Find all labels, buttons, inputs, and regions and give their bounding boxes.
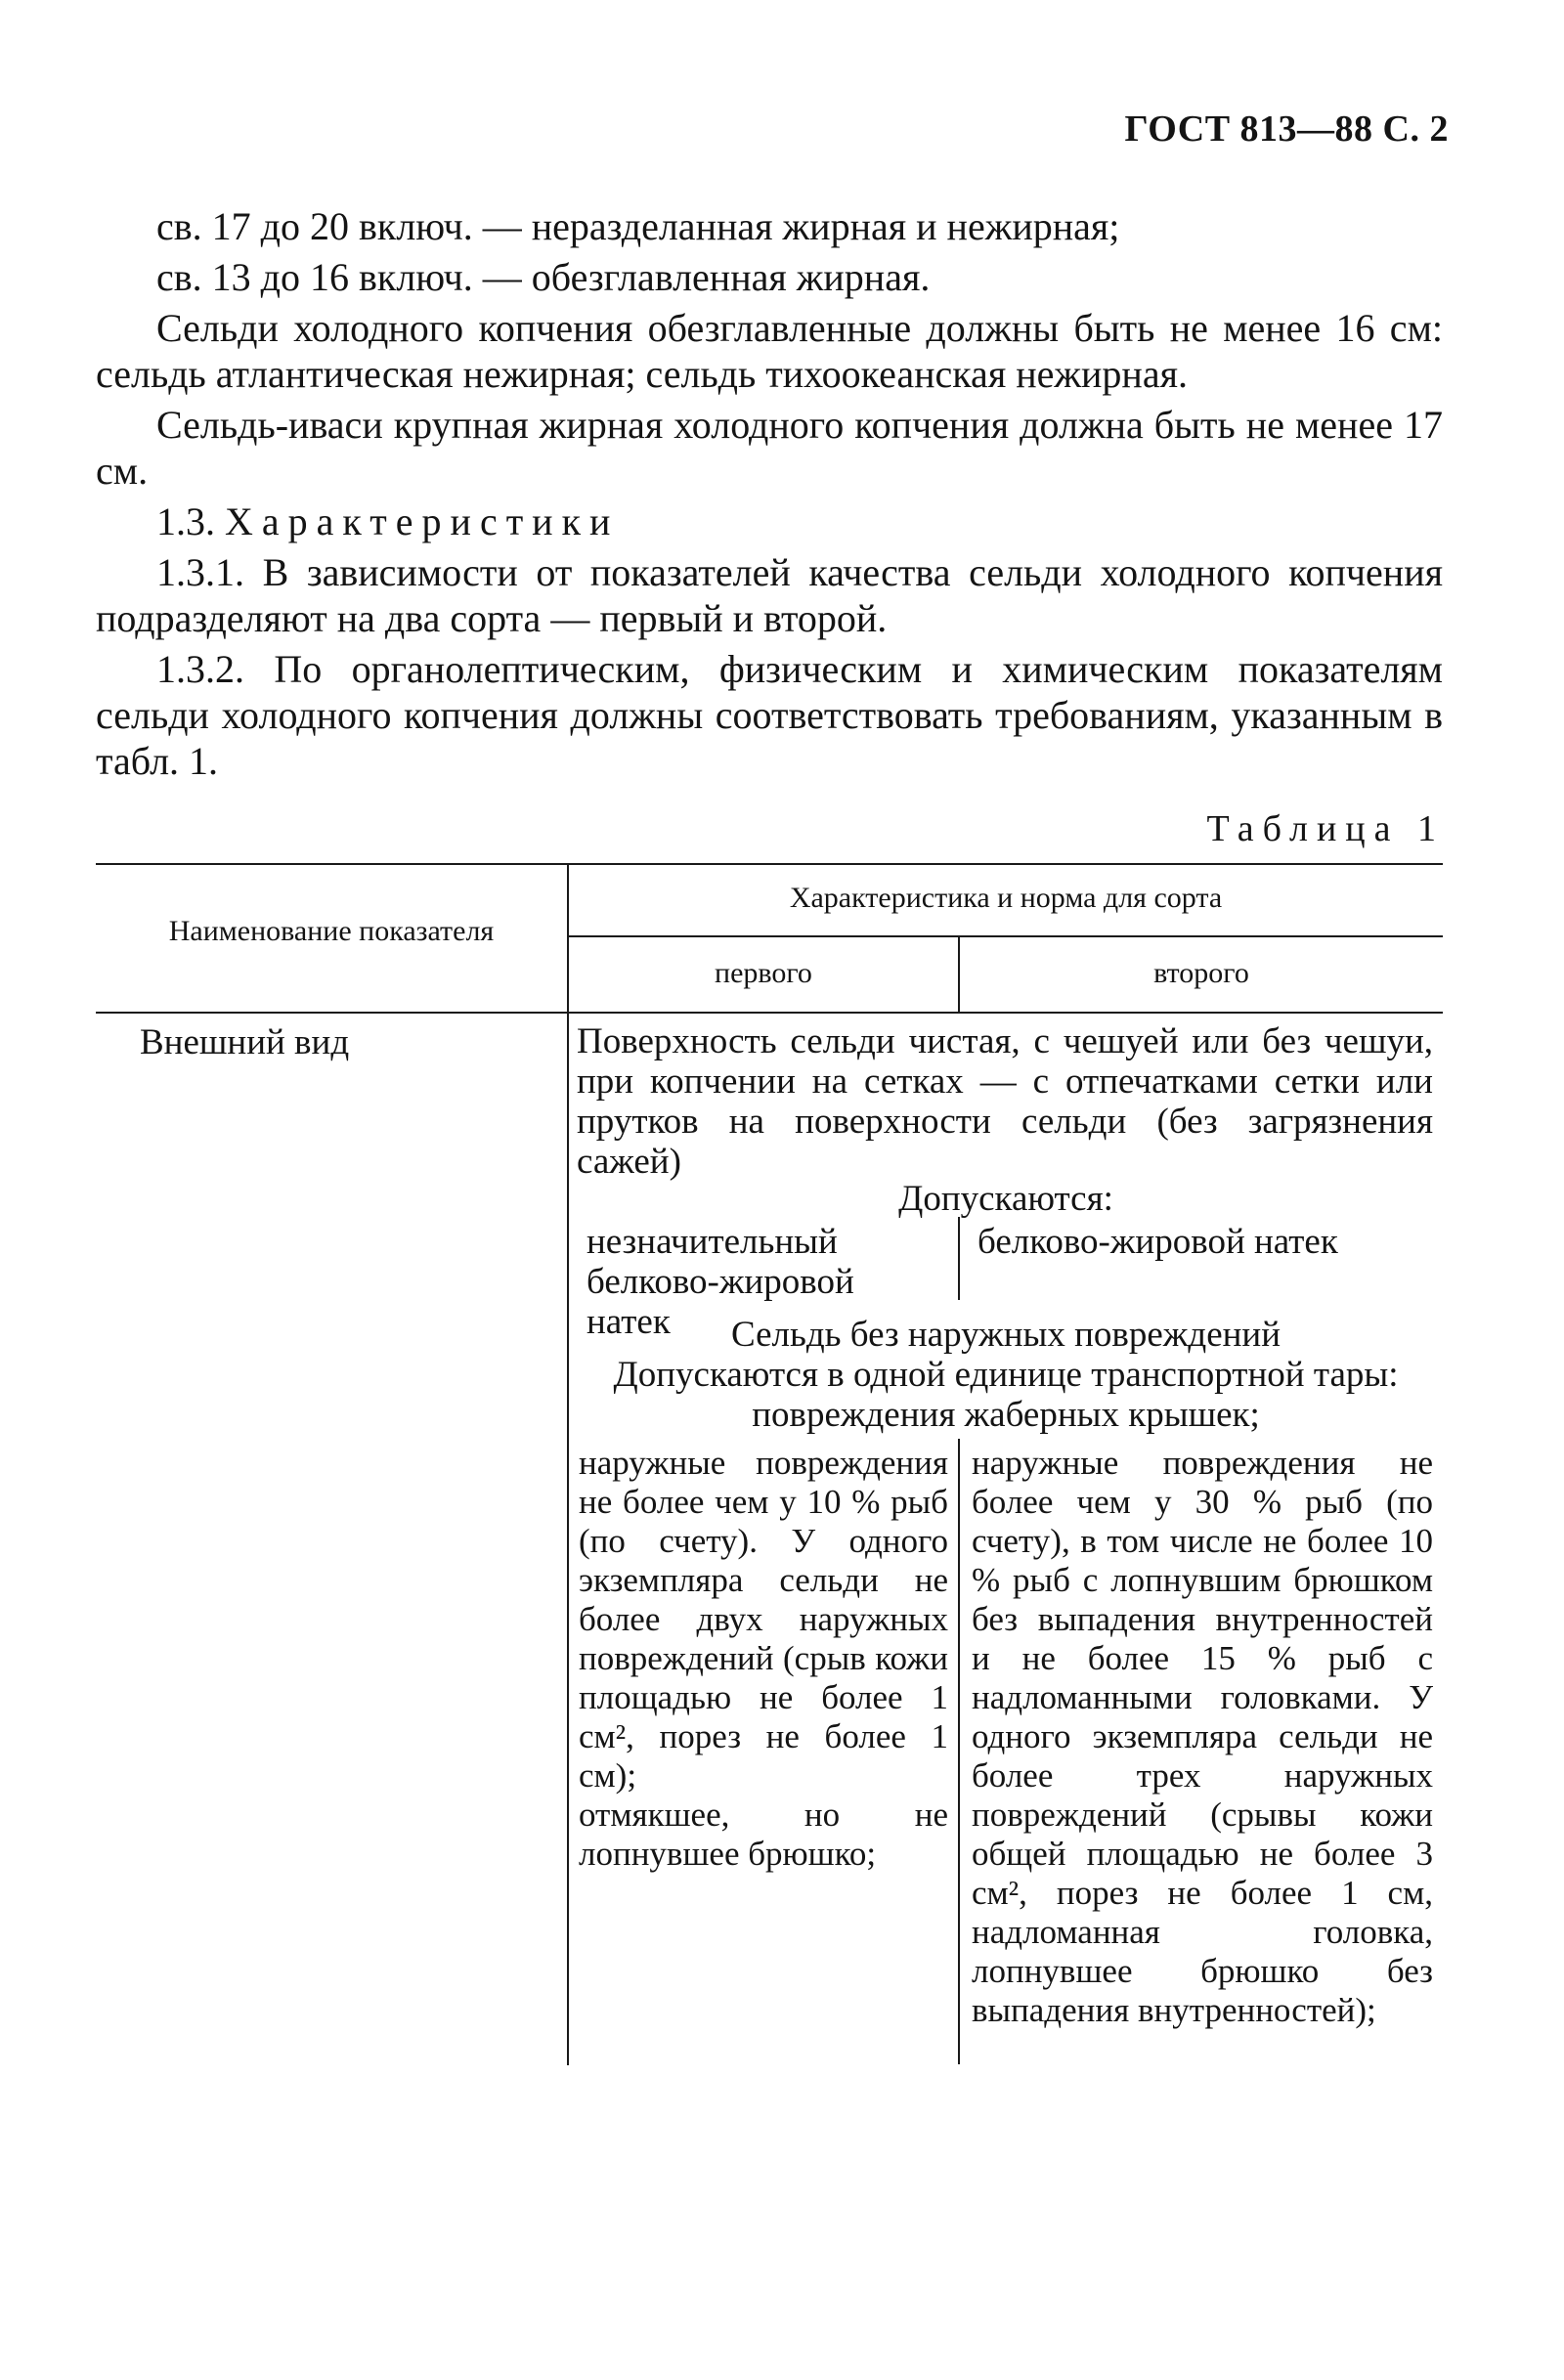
first-grade-damage: наружные повреждения не более чем у 10 % рыб (по счету). У одного экземпляра сельди не более двух наружных повреждений (срыв кожи площадью не более 1 см², порез не более 1 см); bbox=[579, 1444, 948, 1795]
gill-damage-text: повреждения жаберных крышек; bbox=[752, 1395, 1260, 1435]
first-grade-belly: отмякшее, но не лопнувшее брюшко; bbox=[579, 1796, 948, 1873]
appearance-allowed-label: Допускаются: bbox=[898, 1179, 1113, 1219]
header-second-grade: второго bbox=[1153, 957, 1249, 989]
first-grade-allowed: незначительный белково-жировой натек bbox=[586, 1222, 854, 1342]
section-number: 1.3. bbox=[156, 499, 215, 543]
paragraph-iwashi: Сельдь-иваси крупная жирная холодного копчения должна быть не менее 17 см. bbox=[96, 403, 1443, 493]
paragraph-1-3-1: 1.3.1. В зависимости от показателей качества сельди холодного копчения подразделяют на два сорта — первый и второй. bbox=[96, 550, 1443, 640]
table-divider-damage bbox=[958, 1439, 960, 2064]
table-top-rule bbox=[96, 863, 1443, 865]
page-header: ГОСТ 813—88 С. 2 bbox=[1124, 108, 1449, 150]
allowed-in-unit-text: Допускаются в одной единице транспортной тары: bbox=[613, 1355, 1399, 1395]
table-group-rule bbox=[567, 935, 1443, 937]
header-first-grade: первого bbox=[715, 957, 812, 989]
table-divider-allowed bbox=[958, 1217, 960, 1300]
no-damage-text: Сельдь без наружных повреждений bbox=[730, 1315, 1282, 1355]
size-line-1: св. 17 до 20 включ. — неразделанная жирная и нежирная; bbox=[156, 204, 1120, 248]
paragraph-headless: Сельди холодного копчения обезглавленные должны быть не менее 16 см: сельдь атлантическая нежирная; сельдь тихоокеанская нежирная. bbox=[96, 306, 1443, 396]
appearance-surface-text: Поверхность сельди чистая, с чешуей или без чешуи, при копчении на сетках — с отпечатками сетки или прутков на поверхности сельди (без загрязнения сажей) bbox=[577, 1021, 1433, 1182]
section-title: Характеристики bbox=[225, 499, 620, 543]
header-group: Характеристика и норма для сорта bbox=[789, 882, 1223, 914]
row-appearance-name: Внешний вид bbox=[140, 1022, 350, 1062]
table-caption: Таблица 1 bbox=[1206, 808, 1445, 849]
paragraph-1-3-2: 1.3.2. По органолептическим, физическим и химическим показателям сельди холодного копчения должны соответствовать требованиям, указанным в табл. 1. bbox=[96, 647, 1443, 783]
size-line-2: св. 13 до 16 включ. — обезглавленная жирная. bbox=[156, 255, 931, 299]
second-grade-allowed: белково-жировой натек bbox=[978, 1222, 1338, 1262]
table-header-rule bbox=[96, 1012, 1443, 1014]
body-text bbox=[96, 203, 1443, 784]
header-indicator: Наименование показателя bbox=[168, 915, 495, 947]
section-heading bbox=[96, 498, 1443, 544]
table-divider-main bbox=[567, 863, 569, 2065]
second-grade-damage: наружные повреждения не более чем у 30 % рыб (по счету), в том числе не более 10 % рыб с лопнувшим брюшком без выпадения внутренностей и не более 15 % рыб с надломанными головками. У одного экземпляра сельди не более трех наружных повреждений (срывы кожи общей площадью не более 3 см², порез не более 1 см, надломанная головка, лопнувшее брюшко без выпадения внутренностей); bbox=[972, 1444, 1433, 2029]
